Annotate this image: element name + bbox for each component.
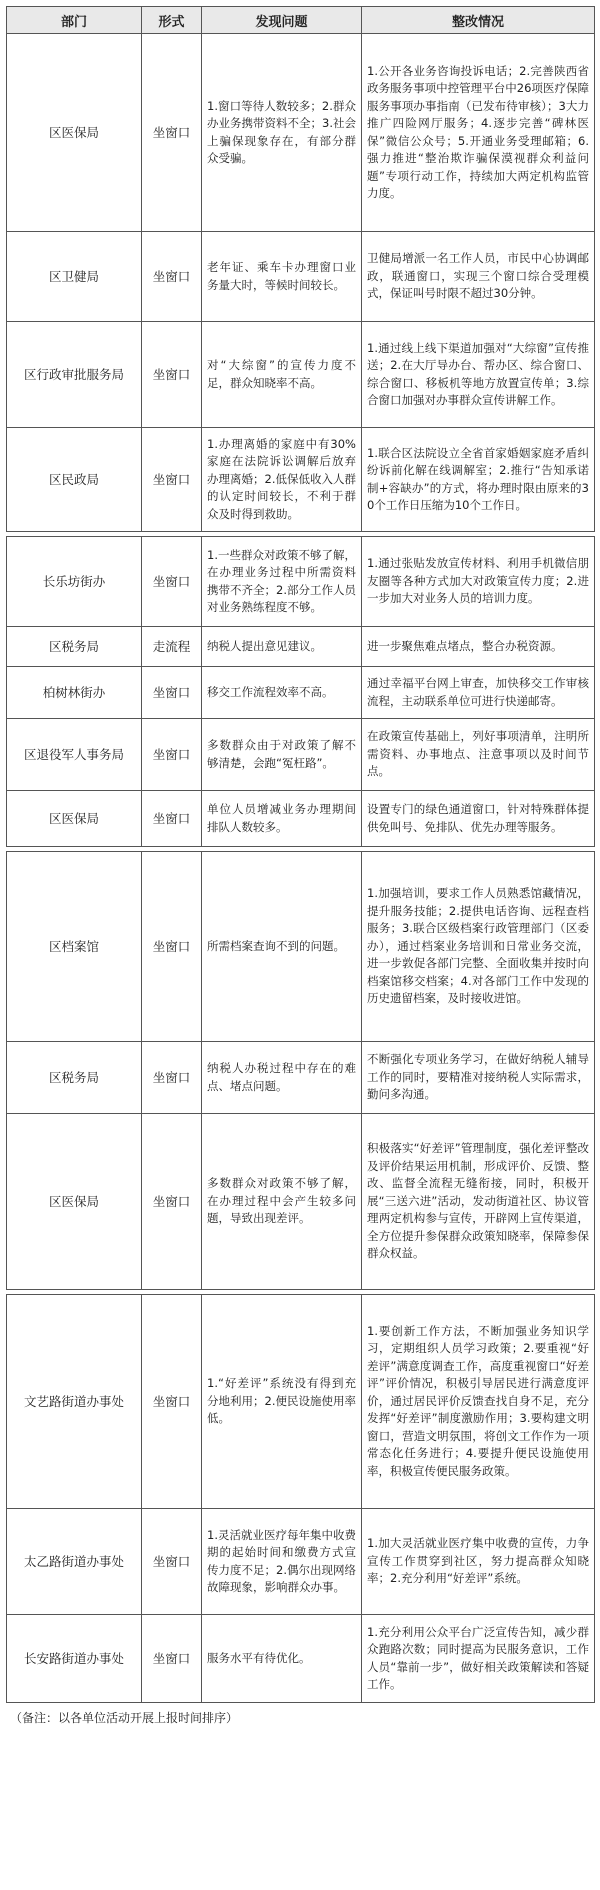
table-row — [7, 34, 595, 232]
dept-cell: 柏树林街办 — [7, 667, 142, 719]
header-problem: 发现问题 — [202, 7, 362, 34]
form-cell: 坐窗口 — [142, 852, 202, 1042]
table-row — [7, 852, 595, 1042]
problem-cell: 1.“好差评”系统没有得到充分地利用；2.便民设施使用率低。 — [202, 1295, 362, 1509]
header-form: 形式 — [142, 7, 202, 34]
dept-cell: 区行政审批服务局 — [7, 322, 142, 428]
fix-cell: 1.加强培训，要求工作人员熟悉馆藏情况，提升服务技能；2.提供电话咨询、远程查档服务；3.联合区级档案行政管理部门（区委办），通过档案业务培训和日常业务交流，进一步敦促各部门完整、全面收集并按时向档案馆移交档案；4.对各部门工作中发现的历史遗留档案，及时接收进馆。 — [362, 852, 595, 1042]
report-table-container — [6, 6, 594, 1726]
problem-cell: 所需档案查询不到的问题。 — [202, 852, 362, 1042]
problem-cell: 多数群众对政策不够了解，在办理过程中会产生较多问题，导致出现差评。 — [202, 1114, 362, 1290]
fix-cell: 卫健局增派一名工作人员，市民中心协调邮政，联通窗口，实现三个窗口综合受理模式，保证叫号时限不超过30分钟。 — [362, 232, 595, 322]
header-row — [7, 7, 595, 34]
form-cell: 坐窗口 — [142, 1615, 202, 1703]
form-cell: 坐窗口 — [142, 719, 202, 791]
table-row — [7, 537, 595, 627]
dept-cell: 区医保局 — [7, 34, 142, 232]
form-cell: 坐窗口 — [142, 1509, 202, 1615]
problem-cell: 移交工作流程效率不高。 — [202, 667, 362, 719]
form-cell: 坐窗口 — [142, 1042, 202, 1114]
form-cell: 走流程 — [142, 627, 202, 667]
form-cell: 坐窗口 — [142, 1114, 202, 1290]
form-cell: 坐窗口 — [142, 537, 202, 627]
table-row — [7, 1509, 595, 1615]
table-body — [7, 34, 595, 1703]
dept-cell: 区医保局 — [7, 791, 142, 847]
rectification-table — [6, 6, 595, 1703]
dept-cell: 区民政局 — [7, 428, 142, 532]
dept-cell: 长乐坊街办 — [7, 537, 142, 627]
fix-cell: 通过幸福平台网上审查，加快移交工作审核流程，主动联系单位可进行快递邮寄。 — [362, 667, 595, 719]
dept-cell: 区税务局 — [7, 627, 142, 667]
table-row — [7, 791, 595, 847]
dept-cell: 区卫健局 — [7, 232, 142, 322]
footnote: （备注：以各单位活动开展上报时间排序） — [10, 1711, 239, 1725]
fix-cell: 1.加大灵活就业医疗集中收费的宣传，力争宣传工作贯穿到社区，努力提高群众知晓率；2.充分利用“好差评”系统。 — [362, 1509, 595, 1615]
fix-cell: 不断强化专项业务学习，在做好纳税人辅导工作的同时，要精准对接纳税人实际需求，勤问多沟通。 — [362, 1042, 595, 1114]
fix-cell: 1.通过张贴发放宣传材料、利用手机微信朋友圈等各种方式加大对政策宣传力度；2.进一步加大对业务人员的培训力度。 — [362, 537, 595, 627]
form-cell: 坐窗口 — [142, 1295, 202, 1509]
problem-cell: 1.窗口等待人数较多；2.群众办业务携带资料不全；3.社会上骗保现象存在，有部分群众受骗。 — [202, 34, 362, 232]
fix-cell: 设置专门的绿色通道窗口，针对特殊群体提供免叫号、免排队、优先办理等服务。 — [362, 791, 595, 847]
problem-cell: 对“大综窗”的宣传力度不足，群众知晓率不高。 — [202, 322, 362, 428]
fix-cell: 1.联合区法院设立全省首家婚姻家庭矛盾纠纷诉前化解在线调解室；2.推行“告知承诺制+容缺办”的方式，将办理时限由原来的30个工作日压缩为10个工作日。 — [362, 428, 595, 532]
table-row — [7, 1615, 595, 1703]
problem-cell: 服务水平有待优化。 — [202, 1615, 362, 1703]
table-row — [7, 428, 595, 532]
table-row — [7, 667, 595, 719]
form-cell: 坐窗口 — [142, 232, 202, 322]
fix-cell: 1.通过线上线下渠道加强对“大综窗”宣传推送；2.在大厅导办台、帮办区、综合窗口、综合窗口、移板机等地方放置宣传单；3.综合窗口加强对办事群众宣传讲解工作。 — [362, 322, 595, 428]
table-row — [7, 627, 595, 667]
fix-cell: 1.要创新工作方法，不断加强业务知识学习，定期组织人员学习政策；2.要重视“好差评”满意度调查工作，高度重视窗口“好差评”评价情况，积极引导居民进行满意度评价，通过居民评价反馈查找自身不足，充分发挥“好差评”制度激励作用；3.要构建文明窗口，营造文明氛围，将创文工作作为一项常态化任务进行；4.要提升便民设施使用率，积极宣传便民服务政策。 — [362, 1295, 595, 1509]
problem-cell: 1.灵活就业医疗每年集中收费期的起始时间和缴费方式宣传力度不足；2.偶尔出现网络故障现象，影响群众办事。 — [202, 1509, 362, 1615]
problem-cell: 纳税人提出意见建议。 — [202, 627, 362, 667]
table-header — [7, 7, 595, 34]
table-row — [7, 1114, 595, 1290]
fix-cell: 1.充分利用公众平台广泛宣传告知，减少群众跑路次数；同时提高为民服务意识，工作人员“靠前一步”，做好相关政策解读和答疑工作。 — [362, 1615, 595, 1703]
form-cell: 坐窗口 — [142, 322, 202, 428]
table-row — [7, 719, 595, 791]
dept-cell: 文艺路街道办事处 — [7, 1295, 142, 1509]
table-row — [7, 1295, 595, 1509]
fix-cell: 在政策宣传基础上，列好事项清单，注明所需资料、办事地点、注意事项以及时间节点。 — [362, 719, 595, 791]
problem-cell: 老年证、乘车卡办理窗口业务量大时，等候时间较长。 — [202, 232, 362, 322]
dept-cell: 区档案馆 — [7, 852, 142, 1042]
dept-cell: 区退役军人事务局 — [7, 719, 142, 791]
fix-cell: 积极落实“好差评”管理制度，强化差评整改及评价结果运用机制，形成评价、反馈、整改、监督全流程无缝衔接，同时，积极开展“三送六进”活动，发动街道社区、协议管理两定机构参与宣传，开辟网上宣传渠道，全方位提升参保群众政策知晓率，保障参保群众权益。 — [362, 1114, 595, 1290]
dept-cell: 太乙路街道办事处 — [7, 1509, 142, 1615]
fix-cell: 进一步聚焦难点堵点，整合办税资源。 — [362, 627, 595, 667]
table-row — [7, 232, 595, 322]
table-row — [7, 1042, 595, 1114]
fix-cell: 1.公开各业务咨询投诉电话；2.完善陕西省政务服务事项中控管理平台中26项医疗保障服务事项办事指南（已发布待审核）；3大力推广四险网厅服务；4.逐步完善“碑林医保”微信公众号；5.开通业务受理邮箱；6.强力推进“整治欺诈骗保漠视群众利益问题”专项行动工作，持续加大两定机构监管力度。 — [362, 34, 595, 232]
dept-cell: 区医保局 — [7, 1114, 142, 1290]
form-cell: 坐窗口 — [142, 428, 202, 532]
problem-cell: 纳税人办税过程中存在的难点、堵点问题。 — [202, 1042, 362, 1114]
header-dept: 部门 — [7, 7, 142, 34]
problem-cell: 单位人员增减业务办理期间排队人数较多。 — [202, 791, 362, 847]
header-fix: 整改情况 — [362, 7, 595, 34]
form-cell: 坐窗口 — [142, 667, 202, 719]
dept-cell: 区税务局 — [7, 1042, 142, 1114]
table-row — [7, 322, 595, 428]
form-cell: 坐窗口 — [142, 34, 202, 232]
problem-cell: 多数群众由于对政策了解不够清楚，会跑“冤枉路”。 — [202, 719, 362, 791]
problem-cell: 1.一些群众对政策不够了解，在办理业务过程中所需资料携带不齐全；2.部分工作人员对业务熟练程度不够。 — [202, 537, 362, 627]
form-cell: 坐窗口 — [142, 791, 202, 847]
problem-cell: 1.办理离婚的家庭中有30%家庭在法院诉讼调解后放弃办理离婚；2.低保低收入人群的认定时间较长，不利于群众及时得到救助。 — [202, 428, 362, 532]
dept-cell: 长安路街道办事处 — [7, 1615, 142, 1703]
